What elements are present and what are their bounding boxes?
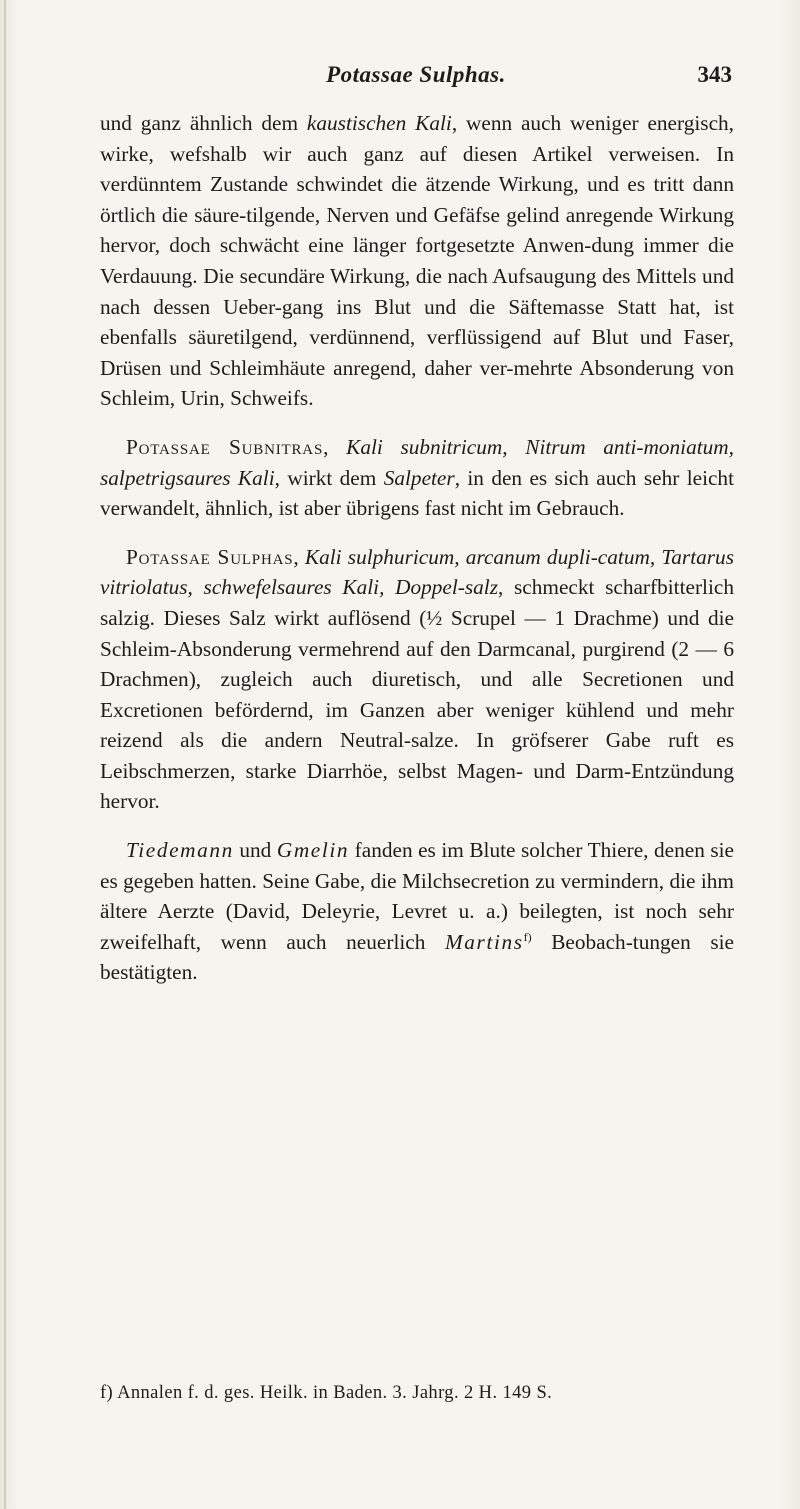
paragraph-tiedemann-gmelin xyxy=(100,835,734,988)
footnote-marker: f) xyxy=(523,929,532,944)
page-number: 343 xyxy=(697,62,732,87)
text-run: , in den es sich auch sehr leicht verwandelt, ähnlich, ist aber übrigens fast nicht im Gebrauch. xyxy=(100,465,734,521)
running-head xyxy=(100,62,732,92)
text-run: , wenn auch weniger energisch, wirke, wefshalb wir auch ganz auf diesen Artikel verweisen. In verdünntem Zustande schwindet die ätzende Wirkung, und es tritt dann örtlich die säure-tilgende, Nerven und Gefäfse gelind anregende Wirkung hervor, doch schwächt eine länger fortgesetzte Anwen-dung immer die Verdauung. Die secundäre Wirkung, die nach Aufsaugung des Mittels und nach dessen Ueber-gang ins Blut und die Säftemasse Statt hat, ist ebenfalls säuretilgend, verdünnend, verflüssigend auf Blut und Faser, Drüsen und Schleimhäute anregend, daher ver-mehrte Absonderung von Schleim, Urin, Schweifs. xyxy=(100,111,734,411)
text-run: , wirkt dem xyxy=(274,465,384,490)
text-run: , schmeckt scharfbitterlich salzig. Dieses Salz wirkt auflösend (½ Scrupel — 1 Drachme) und die Schleim-Absonderung vermehrend auf den Darmcanal, purgirend (2 — 6 Drachmen), zugleich auch diuretisch, und alle Secretionen und Excretionen befördernd, im Ganzen aber weniger kühlend und mehr reizend als die andern Neutral-salze. In gröfserer Gabe ruft es Leibschmerzen, starke Diarrhöe, selbst Magen- und Darm-Entzündung hervor. xyxy=(100,575,734,814)
text-run: und ganz ähnlich dem xyxy=(100,111,307,135)
author-name: Martins xyxy=(444,929,524,954)
body-text xyxy=(100,108,734,988)
text-run: und xyxy=(233,838,277,863)
text-run: , xyxy=(293,544,305,569)
italic-term: Salpeter xyxy=(383,465,455,490)
author-name: Gmelin xyxy=(276,838,350,863)
author-name: Tiedemann xyxy=(126,838,234,863)
entry-heading: Potassae Sulphas xyxy=(126,544,294,569)
running-title: Potassae Sulphas. xyxy=(326,62,506,87)
footnote: f) Annalen f. d. ges. Heilk. in Baden. 3. Jahrg. 2 H. 149 S. xyxy=(100,1383,553,1403)
text-run: , xyxy=(323,434,347,459)
page-edge xyxy=(4,0,6,1509)
paragraph-potassae-sulphas xyxy=(100,542,734,817)
text-run: fanden es im Blute solcher Thiere, denen sie es gegeben hatten. Seine Gabe, die Milchsecretion zu vermindern, die ihm ältere Aerzte (David, Deleyrie, Levret u. a.) beilegten, ist noch sehr zweifelhaft, wenn auch neuerlich xyxy=(100,838,735,954)
text-run: Beobach-tungen sie bestätigten. xyxy=(100,929,734,985)
paragraph-potassae-subnitras xyxy=(100,432,734,524)
synonyms: Kali sulphuricum, arcanum dupli-catum, Tartarus vitriolatus, schwefelsaures Kali, Doppel-salz xyxy=(100,544,734,600)
italic-term: kaustischen Kali xyxy=(306,111,452,135)
paragraph-kali-caustic xyxy=(100,108,734,414)
entry-heading: Potassae Subnitras xyxy=(126,434,324,459)
synonyms: Kali subnitricum, Nitrum anti-moniatum, salpetrigsaures Kali xyxy=(100,434,735,490)
